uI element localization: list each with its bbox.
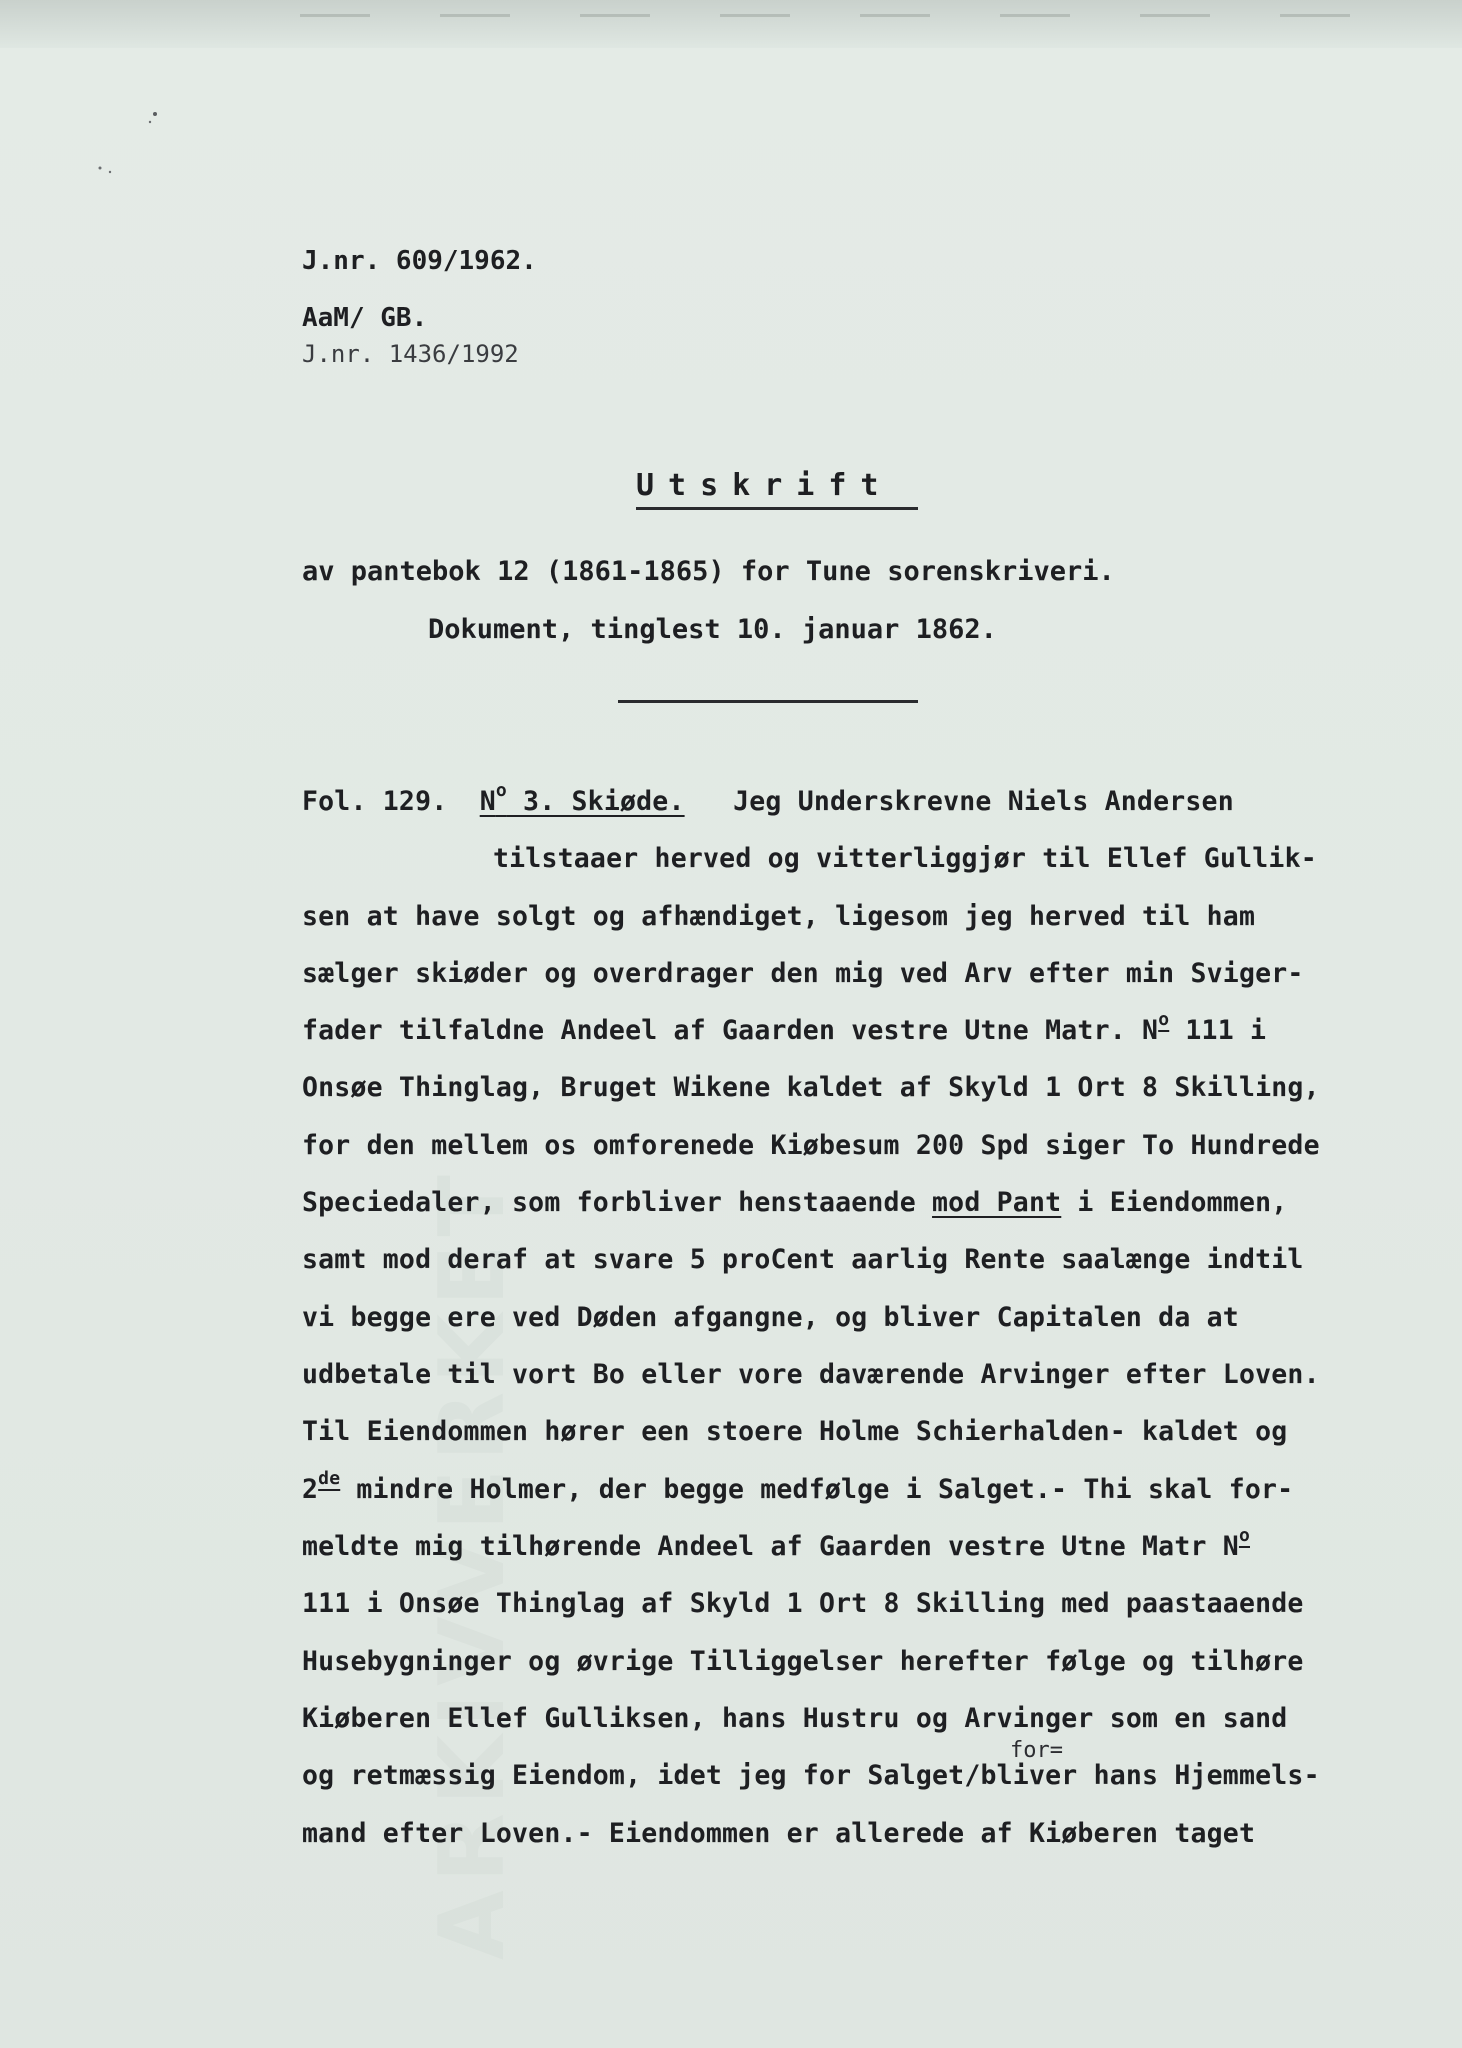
body-line-19: mand efter Loven.- Eiendommen er allerede af Kiøberen taget bbox=[302, 1818, 1256, 1849]
scan-top-edge bbox=[0, 0, 1462, 48]
body-line-2: tilstaaer herved og vitterliggjør til Ellef Gullik- bbox=[493, 843, 1317, 874]
document-title: Utskrift bbox=[636, 468, 893, 503]
journal-number-1962: J.nr. 609/1962. bbox=[302, 246, 537, 276]
title-underline bbox=[636, 507, 918, 510]
body-line-5: fader tilfaldne Andeel af Gaarden vestre Utne Matr. $N^o$ 111 i bbox=[302, 1009, 1267, 1046]
body-line-15: 111 i Onsøe Thinglag af Skyld 1 Ort 8 Skilling med paastaaende bbox=[302, 1588, 1304, 1619]
entry-number: $N^o$ 3. Skiøde. bbox=[479, 780, 685, 817]
body-line-18: og retmæssig Eiendom, idet jeg for Salget/bliver hans Hjemmels- bbox=[302, 1760, 1320, 1791]
body-line-11: udbetale til vort Bo eller vore daværende Arvinger efter Loven. bbox=[302, 1359, 1320, 1390]
journal-number-1992: J.nr. 1436/1992 bbox=[302, 340, 519, 368]
initials: AaM/ GB. bbox=[302, 303, 428, 333]
body-line-7: for den mellem os omforenede Kiøbesum 200 Spd siger To Hundrede bbox=[302, 1130, 1320, 1161]
folio-number: Fol. 129. bbox=[302, 786, 448, 817]
scan-top-artifact bbox=[300, 14, 1380, 17]
separator-line bbox=[618, 700, 918, 703]
body-line-4: sælger skiøder og overdrager den mig ved Arv efter min Sviger- bbox=[302, 958, 1304, 989]
subtitle-pantebok: av pantebok 12 (1861-1865) for Tune sorenskriveri. bbox=[302, 556, 1115, 587]
body-line-1: Fol. 129. $N^o$ 3. Skiøde. Jeg Underskrevne Niels Andersen bbox=[302, 780, 1234, 817]
body-line-3: sen at have solgt og afhændiget, ligesom jeg herved til ham bbox=[302, 901, 1256, 932]
body-line-12: Til Eiendommen hører een stoere Holme Schierhalden- kaldet og bbox=[302, 1416, 1288, 1447]
body-line-10: vi begge ere ved Døden afgangne, og bliver Capitalen da at bbox=[302, 1302, 1239, 1333]
body-line-16: Husebygninger og øvrige Tilliggelser herefter følge og tilhøre bbox=[302, 1646, 1304, 1677]
body-line-14: meldte mig tilhørende Andeel af Gaarden vestre Utne Matr $N^o$ bbox=[302, 1525, 1250, 1562]
archive-watermark: ARKIVVERKET bbox=[420, 1167, 525, 1960]
inserted-word: for= bbox=[1010, 1738, 1063, 1763]
body-line-6: Onsøe Thinglag, Bruget Wikene kaldet af Skyld 1 Ort 8 Skilling, bbox=[302, 1072, 1320, 1103]
body-line-9: samt mod deraf at svare 5 proCent aarlig Rente saalænge indtil bbox=[302, 1244, 1304, 1275]
body-line-8: Speciedaler, som forbliver henstaaende mod Pant i Eiendommen, bbox=[302, 1187, 1288, 1218]
body-line-17: Kiøberen Ellef Gulliksen, hans Hustru og Arvinger som en sand bbox=[302, 1703, 1288, 1734]
subtitle-dokument: Dokument, tinglest 10. januar 1862. bbox=[428, 614, 997, 645]
body-line-13: 2de mindre Holmer, der begge medfølge i Salget.- Thi skal for- bbox=[302, 1468, 1294, 1505]
dust-specks bbox=[90, 100, 170, 190]
